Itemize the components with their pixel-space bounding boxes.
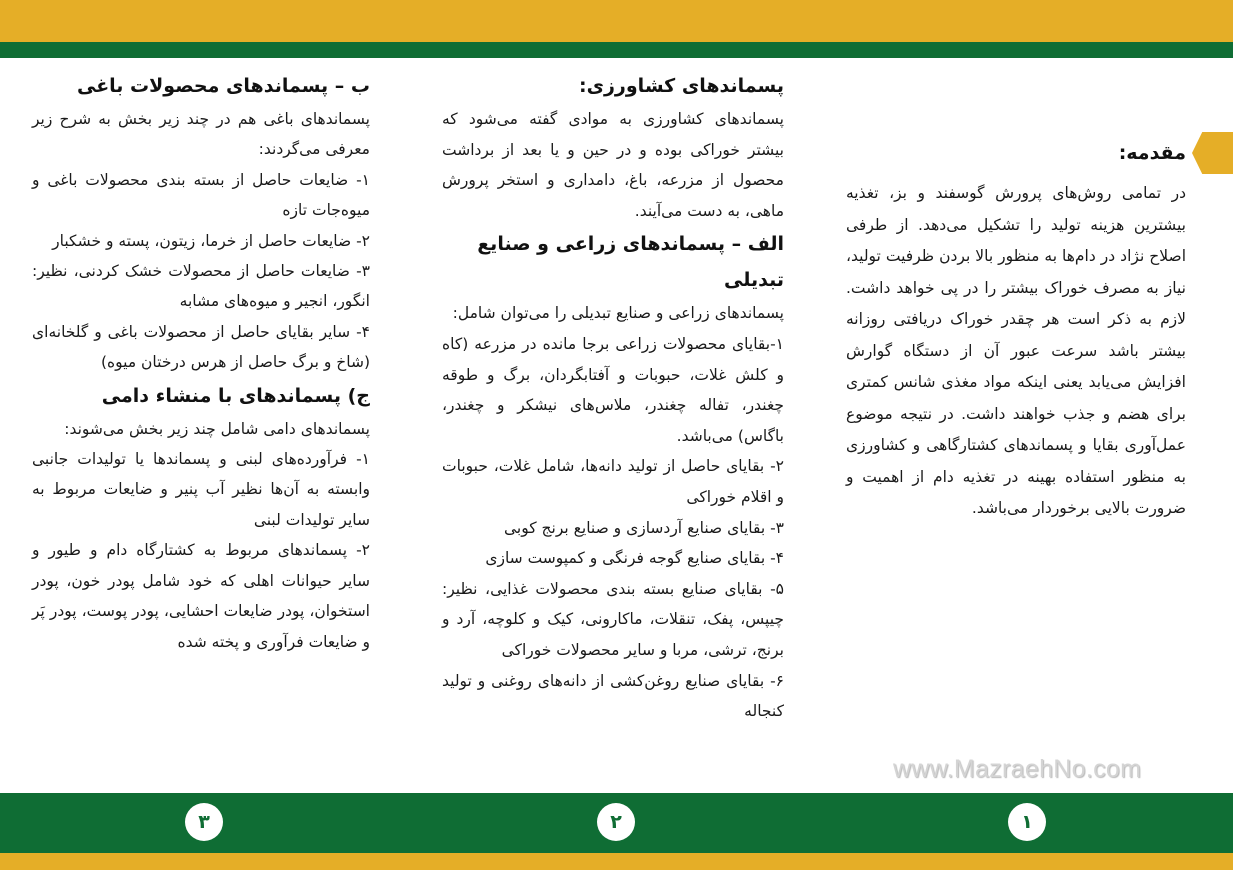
intro-paragraph: در تمامی روش‌های پرورش گوسفند و بز، تغذیه بیشترین هزینه تولید را تشکیل می‌دهد. از طرفی اصلاح نژاد در دام‌ها به منظور بالا بردن ظرفیت تولید، نیاز به مصرف خوراک بیشتر را در پی خواهد داشت. لازم به ذکر است هر چقدر خوراک دریافتی روزانه بیشتر باشد سرعت عبور آن از دستگاه گوارش افزایش می‌یابد یعنی اینکه مواد مغذی شانس کمتری برای هضم و جذب خواهند داشت. در نتیجه موضوع عمل‌آوری بقایا و پسماندهای کشتارگاهی و کشاورزی به منظور استفاده بهینه در تغذیه دام از اهمیت و ضرورت بالایی برخوردار می‌باشد.: [846, 184, 1186, 517]
list-item: ۱- فرآورده‌های لبنی و پسماندها یا تولیدات جانبی وابسته به آن‌ها نظیر آب پنیر و ضایعات مربوط به سایر تولیدات لبنی: [32, 450, 370, 529]
list-item: ۱- ضایعات حاصل از بسته بندی محصولات باغی و میوه‌جات تازه: [32, 170, 370, 220]
list-item: ۳- ضایعات حاصل از محصولات خشک کردنی، نظیر: انگور، انجیر و میوه‌های مشابه: [32, 262, 370, 311]
orchard-waste-lead: پسماندهای باغی هم در چند زیر بخش به شرح زیر معرفی می‌گردند:: [32, 110, 370, 159]
top-green-band: [0, 42, 1233, 58]
list-item: ۵- بقایای صنایع بسته بندی محصولات غذایی، نظیر: چیپس، پفک، تنقلات، ماکارونی، کیک و کلوچه، آرد و برنج، ترشی، مربا و سایر محصولات خوراکی: [442, 579, 784, 659]
list-item: ۲- بقایای حاصل از تولید دانه‌ها، شامل غلات، حبوبات و اقلام خوراکی: [442, 457, 784, 506]
crop-waste-lead: پسماندهای زراعی و صنایع تبدیلی را می‌توان شامل:: [452, 304, 784, 323]
agricultural-waste-intro: پسماندهای کشاورزی به موادی گفته می‌شود که بیشتر خوراکی بوده و در حین و یا بعد از برداشت محصول از مزرعه، باغ، دامداری و استخر پرورش ماهی، به دست می‌آیند.: [442, 110, 784, 220]
crop-waste-heading: الف – پسماندهای زراعی و صنایع تبدیلی: [477, 233, 784, 292]
page-number-2: ۲: [597, 803, 635, 841]
page-3-column: [32, 68, 370, 657]
list-item: ۴- سایر بقایای حاصل از محصولات باغی و گلخانه‌ای (شاخ و برگ حاصل از هرس درختان میوه): [32, 322, 370, 372]
page-number-1: ۱: [1008, 803, 1046, 841]
page-1-column: [846, 178, 1186, 525]
list-item: ۲- پسماندهای مربوط به کشتارگاه دام و طیور و سایر حیوانات اهلی که خود شامل پودر خون، پودر استخوان، پودر ضایعات احشایی، پودر پوست، پودر پَر و ضایعات فرآوری و پخته شده: [32, 541, 370, 651]
page-number-3: ۳: [185, 803, 223, 841]
section-marker-tab: [1192, 132, 1233, 174]
orchard-waste-heading: ب – پسماندهای محصولات باغی: [76, 75, 370, 97]
list-item: ۴- بقایای صنایع گوجه فرنگی و کمپوست سازی: [485, 549, 784, 568]
animal-waste-lead: پسماندهای دامی شامل چند زیر بخش می‌شوند:: [64, 419, 370, 438]
animal-waste-heading: ج) پسماندهای با منشاء دامی: [101, 384, 370, 407]
list-item: ۶- بقایای صنایع روغن‌کشی از دانه‌های روغنی و تولید کنجاله: [442, 671, 784, 721]
list-item: ۳- بقایای صنایع آردسازی و صنایع برنج کوبی: [503, 518, 784, 537]
agricultural-waste-heading: پسماندهای کشاورزی:: [578, 75, 784, 97]
list-item: ۱-بقایای محصولات زراعی برجا مانده در مزرعه (کاه و کلش غلات، حبوبات و آفتابگردان، برگ و طوقه چغندر، تفاله چغندر، ملاس‌های نیشکر و چغندر، باگاس) می‌باشد.: [442, 334, 784, 445]
bottom-gold-band: [0, 853, 1233, 870]
website-watermark: www.MazraehNo.com: [893, 755, 1142, 783]
list-item: ۲- ضایعات حاصل از خرما، زیتون، پسته و خشکبار: [52, 231, 370, 250]
intro-heading: مقدمه:: [1118, 142, 1186, 164]
top-gold-band: [0, 0, 1233, 42]
page-2-column: [442, 68, 784, 727]
